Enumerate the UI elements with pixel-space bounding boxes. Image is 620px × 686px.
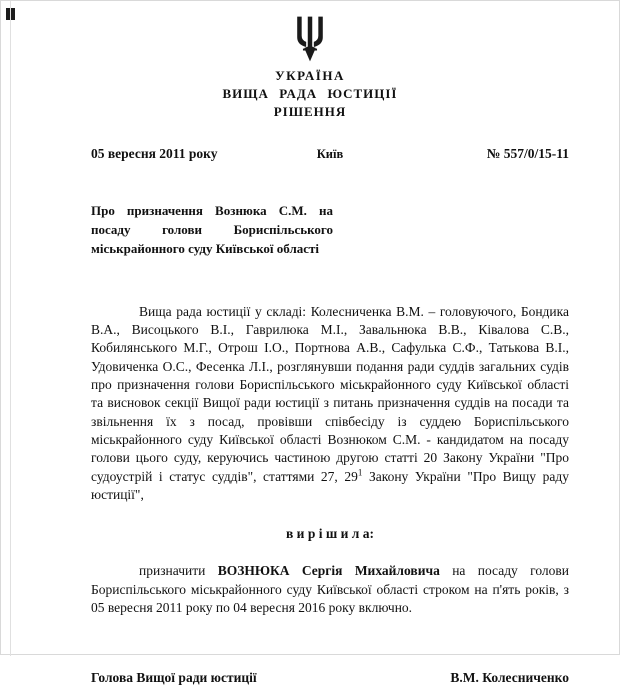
ukraine-trident-emblem-icon [294,15,326,63]
operative-lead: призначити [139,563,218,579]
body-superscript: 1 [357,467,363,478]
signature-name: В.М. Колесниченко [450,669,569,685]
body-paragraph [91,303,569,505]
body-text-part1: Вища рада юстиції у складі: Колесниченка В.М. – головуючого, Бондика В.А., Висоцького В.І., Гаврилюка М.І., Завальнюка В.В., Ківалова С.В., Кобилянського М.Г., Отрош І.О., Портнова А.В., Сафулька С.Ф., Татькова В.І., Удовиченка О.С., Фесенка Л.І., розглянувши подання ради суддів загальних судів про призначення голови Бориспільського міськрайонного суду Київської області та висновок секції Вищої ради юстиції з питань призначення суддів на посади та звільнення їх з посад, провівши співбесіду із суддею Бориспільського міськрайонного суду Київської області Вознюком С.М. - кандидатом на посаду голови цього суду, керуючись частиною другою статті 20 Закону України "Про судоустрій і статус суддів", статтями 27, 29 [91,303,569,484]
body-text-part2: Закону України "Про Вищу раду юстиції", [91,468,569,503]
appointee-name: ВОЗНЮКА Сергія Михайловича [217,563,440,579]
date-row [91,146,569,162]
document-number: № 557/0/15-11 [486,146,569,161]
resolution-word: в и р і ш и л а: [286,526,374,542]
signature-row [91,670,569,686]
country-name: УКРАЇНА [275,68,345,83]
authority-name: ВИЩА РАДА ЮСТИЦІЇ [222,86,398,101]
subject-paragraph: Про призначення Вознюка С.М. на посаду голови Бориспільського міськрайонного суду Київської області [91,203,333,256]
operative-paragraph [91,562,569,617]
operative-rest: на посаду голови Бориспільського міськрайонного суду Київської області строком на п'ять років, з 05 вересня 2011 року по 04 вересня 2016 року включно. [91,563,569,616]
scan-artifact-line [10,1,11,656]
signature-title: Голова Вищої ради юстиції [91,669,257,685]
document-city: Київ [316,147,344,161]
document-type: РІШЕННЯ [273,104,347,119]
document-date: 05 вересня 2011 року [91,146,218,161]
document-header [51,11,569,120]
